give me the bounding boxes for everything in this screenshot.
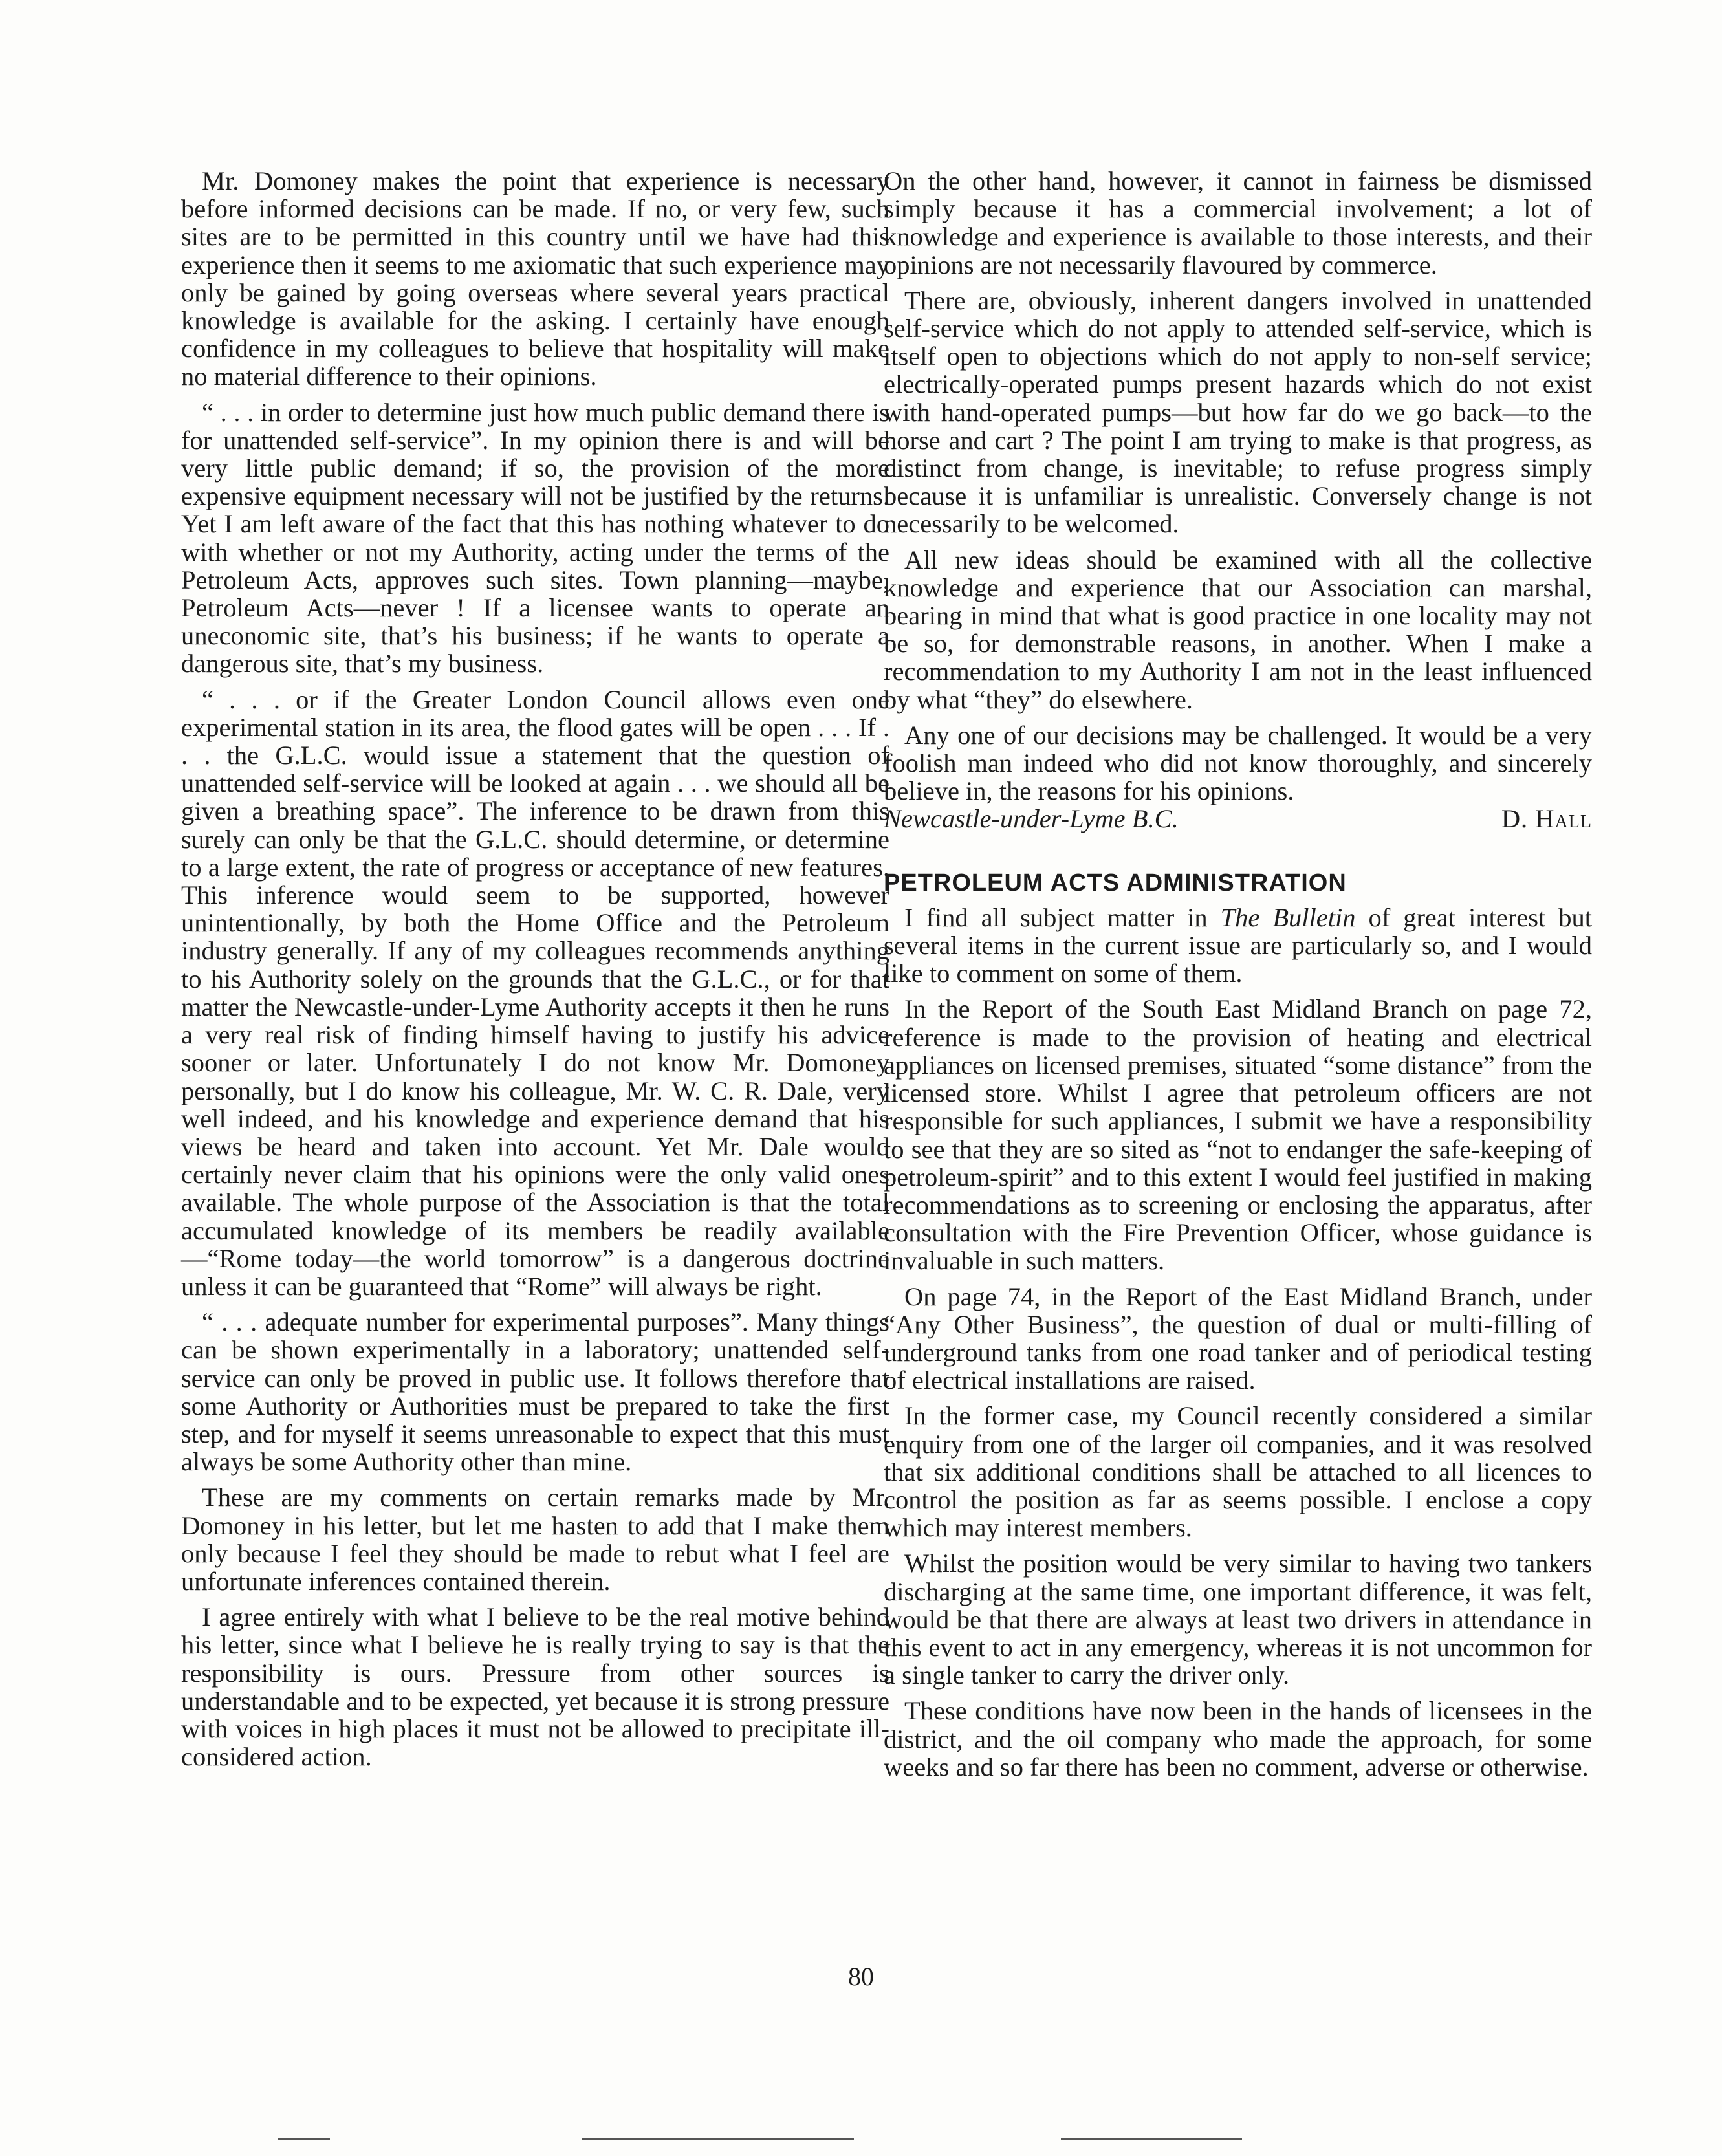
body-paragraph: In the Report of the South East Midland Branch on page 72, reference is made to the provision of heating and electrical appliances on licensed premises, situated “some distance” from the licensed store. Whilst I agree that petroleum officers are not responsible for such appliances, I submit we have a responsibility to see that they are so sited as “not to endanger the safe-keeping of petroleum-spirit” and to this extent I would feel justified in making recommendations as to screening or enclosing the apparatus, after consultation with the Fire Prevention Officer, whose guidance is invaluable in such matters. xyxy=(884,994,1592,1276)
bottom-edge-rule xyxy=(278,2138,330,2140)
section-heading: PETROLEUM ACTS ADMINISTRATION xyxy=(884,869,1347,897)
body-paragraph: Whilst the position would be very similar to having two tankers discharging at the same time, one important difference, it was felt, would be that there are always at least two drivers in attendance in this event to act in any emergency, whereas it is not uncommon for a single tanker to carry the driver only. xyxy=(884,1549,1592,1690)
right-column xyxy=(884,167,1592,1789)
body-paragraph: “ . . . in order to determine just how much public demand there is for unattended self-service”. In my opinion there is and will be very little public demand; if so, the provision of the more expensive equipment necessary will not be justified by the returns. Yet I am left aware of the fact that this has nothing whatever to do with whether or not my Authority, acting under the terms of the Petroleum Acts, approves such sites. Town planning—maybe, Petroleum Acts—never ! If a licensee wants to operate an uneconomic site, that’s his business; if he wants to operate a dangerous site, that’s my business. xyxy=(181,397,889,679)
signature-name: D. Hall xyxy=(1501,804,1592,834)
bottom-edge-rule xyxy=(582,2138,854,2140)
body-paragraph: All new ideas should be examined with all the collective knowledge and experience that our Association can marshal, bearing in mind that what is good practice in one locality may not be so, for demonstrable reasons, in another. When I make a recommendation to my Authority I am not in the least influenced by what “they” do elsewhere. xyxy=(884,545,1592,714)
body-paragraph: “ . . . or if the Greater London Council allows even one experimental station in its area, the flood gates will be open . . . If . . . the G.L.C. would issue a statement that the question of unattended self-service will be looked at again . . . we should all be given a breathing space”. The inference to be drawn from this surely can only be that the G.L.C. should determine, or determine to a large extent, the rate of progress or acceptance of new features. This inference would seem to be supported, however unintentionally, by both the Home Office and the Petroleum industry generally. If any of my colleagues recommends anything to his Authority solely on the grounds that the G.L.C., or for that matter the Newcastle-under-Lyme Authority accepts it then he runs a very real risk of finding himself having to justify his advice sooner or later. Unfortunately I do not know Mr. Domoney personally, but I do know his colleague, Mr. W. C. R. Dale, very well indeed, and his knowledge and experience demand that his views be heard and taken into account. Yet Mr. Dale would certainly never claim that his opinions were the only valid ones available. The whole purpose of the Association is that the total accumulated knowledge of its members be readily available—“Rome today—the world tomorrow” is a dangerous doctrine unless it can be guaranteed that “Rome” will always be right. xyxy=(181,684,889,1301)
body-paragraph-bulletin xyxy=(884,904,1592,988)
bulletin-title: The Bulletin xyxy=(1220,902,1356,932)
body-paragraph: On the other hand, however, it cannot in fairness be dismissed simply because it has a commercial involvement; a lot of knowledge and experience is available to those interests, and their opinions are not necessarily flavoured by commerce. xyxy=(884,166,1592,279)
body-paragraph: On page 74, in the Report of the East Midland Branch, under “Any Other Business”, the question of dual or multi-filling of underground tanks from one road tanker and of periodical testing of electrical installations are raised. xyxy=(884,1281,1592,1395)
body-paragraph: There are, obviously, inherent dangers involved in unattended self-service which do not apply to attended self-service, which is itself open to objections which do not apply to non-self service; electrically-operated pumps present hazards which do not exist with hand-operated pumps—but how far do we go back—to the horse and cart ? The point I am trying to make is that progress, as distinct from change, is inevitable; to refuse progress simply because it is unfamiliar is unrealistic. Conversely change is not necessarily to be welcomed. xyxy=(884,285,1592,539)
bottom-edge-rule xyxy=(1061,2138,1242,2140)
bulletin-text-after: of great interest but several items in the current issue are particularly so, and I would like to comment on some of them. xyxy=(884,902,1593,988)
body-paragraph: Mr. Domoney makes the point that experience is necessary before informed decisions can be made. If no, or very few, such sites are to be permitted in this country until we have had this experience then it seems to me axiomatic that such experience may only be gained by going overseas where several years practical knowledge is available for the asking. I certainly have enough confidence in my colleagues to believe that hospitality will make no material difference to their opinions. xyxy=(181,166,889,391)
body-paragraph: “ . . . adequate number for experimental purposes”. Many things can be shown experimentally in a laboratory; unattended self-service can only be proved in public use. It follows therefore that some Authority or Authorities must be prepared to take the first step, and for myself it seems unreasonable to expect that this must always be some Authority other than mine. xyxy=(181,1307,889,1477)
body-paragraph: In the former case, my Council recently considered a similar enquiry from one of the larger oil companies, and it was resolved that six additional conditions shall be attached to all licences to control the position as far as seems possible. I enclose a copy which may interest members. xyxy=(884,1401,1592,1543)
page-number: 80 xyxy=(848,1962,874,1991)
body-paragraph: I agree entirely with what I believe to be the real motive behind his letter, since what I believe he is really trying to say is that the responsibility is ours. Pressure from other sources is understandable and to be expected, yet because it is strong pressure with voices in high places it must not be allowed to precipitate ill-considered action. xyxy=(181,1602,889,1772)
body-paragraph: Any one of our decisions may be challenged. It would be a very foolish man indeed who did not know thoroughly, and sincerely believe in, the reasons for his opinions. xyxy=(884,720,1592,806)
signature-place: Newcastle-under-Lyme B.C. xyxy=(884,804,1179,834)
left-column xyxy=(181,167,889,1778)
body-paragraph: These are my comments on certain remarks made by Mr. Domoney in his letter, but let me hasten to add that I make them only because I feel they should be made to rebut what I feel are unfortunate inferences contained therein. xyxy=(181,1483,889,1596)
letter-signature xyxy=(884,805,1592,833)
bulletin-text-before: I find all subject matter in xyxy=(904,902,1221,932)
body-paragraph: These conditions have now been in the hands of licensees in the district, and the oil company who made the approach, for some weeks and so far there has been no comment, adverse or otherwise. xyxy=(884,1696,1592,1781)
